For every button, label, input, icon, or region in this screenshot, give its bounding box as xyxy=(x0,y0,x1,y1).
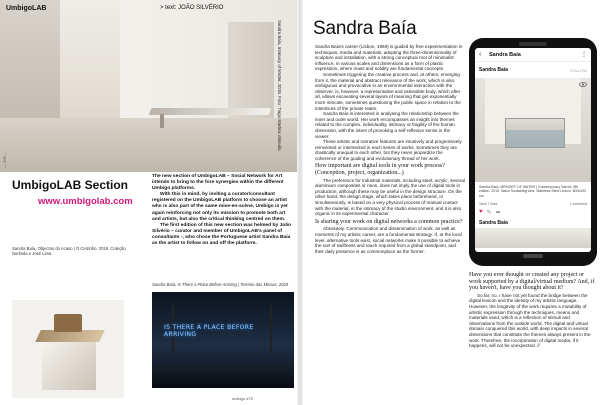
section-url-link[interactable]: www.umbigolab.com xyxy=(38,196,133,207)
left-side-page-number: — 206 — xyxy=(2,151,7,168)
sculpture-bench xyxy=(149,108,272,115)
likes-count[interactable]: View 7 likes xyxy=(479,201,498,206)
profile-name[interactable]: Sandra Baía xyxy=(479,67,508,73)
app-topbar xyxy=(475,48,591,62)
article-title: Sandra Baía xyxy=(313,18,417,39)
body-paragraph: Sandra Baía is interested in analysing the relationship between the inner and outer world. Her work encompasses an insight into themes related to the complex, individuality, intimacy or fragility of the human dimension, with the intent of provoking a self-reflexive sense in the viewer. xyxy=(315,111,459,139)
next-post-image[interactable] xyxy=(475,228,591,248)
right-page xyxy=(303,0,600,405)
night-ground xyxy=(152,362,294,388)
hero-caption: Sandra Baía, Intimacy of Matter, 2018. Foto: Tiago Martins Almeida xyxy=(277,20,282,151)
eye-icon xyxy=(579,82,587,87)
gallery-window xyxy=(0,0,60,118)
interview-question: Have you ever thought or created any project or work supported by a digital/virtual medium? And, if you haven't, have you thought about it? xyxy=(469,272,595,292)
photo-credit: Sandra Baía, Objectos do Acaso | O Cerrinho, 2019. Coleção Norlinda e José Lima xyxy=(12,246,126,257)
home-button xyxy=(523,254,543,258)
app-profile-row xyxy=(475,62,591,78)
post-actions xyxy=(475,207,591,218)
body-paragraph: Sometimes triggering the creative process and, at others, emerging from it, the material and abstract relevance of the work, which is also ambiguous and provocative in an environmental interaction with the observer, is, however, a representative and ostensible body, which after all, allows excavating several layers of meaning that get exponentially more intricate, sometimes questioning the public space in relation to the interstices of the private realm. xyxy=(315,71,461,111)
interview-question: Is sharing your work on digital networks a common practice? xyxy=(315,218,463,225)
smartphone-mockup xyxy=(469,38,597,266)
plinth xyxy=(42,338,96,390)
interview-answer: The preference for industrial materials, including steel, acrylic, several aluminium composites or neon, does not imply the use of digital tools in production, although these may be useful in the design structure. On the other hand, the design stage, which takes place beforehand, or simultaneously, is based on a very physical process of manual contact with the material, in the intimacy of the studio environment, and it is also organic in its experimental character. xyxy=(315,177,465,217)
text-credit: > text: JOÃO SILVÉRIO xyxy=(160,5,224,11)
interview-question: How important are digital tools in your work process? (Conception, project, organization...) xyxy=(315,163,445,177)
sculpture-bench-leg xyxy=(160,114,164,128)
phone-notch xyxy=(519,42,547,46)
post-image-water xyxy=(506,130,564,147)
next-post-name[interactable]: Sandra Baía xyxy=(479,219,508,226)
post-image[interactable] xyxy=(475,78,591,182)
next-post-profile xyxy=(475,218,591,228)
night-photo-caption: Sandra Baía, Is There a Place Before Arriving | Terreiro das Missas, 2019 xyxy=(152,282,289,287)
comment-icon[interactable]: ✎ xyxy=(486,209,492,216)
hero-gallery-photo xyxy=(0,0,300,172)
intro-text xyxy=(152,174,292,247)
post-caption: Sandra Baía, MEMORY OF WATER | Contemporary Salvini, 5th edition, 2015, Nalco Sustaining Arts, Stainless Steel Lisbon, 600x400 cm xyxy=(479,185,587,198)
neon-sign-text: IS THERE A PLACE BEFORE ARRIVING xyxy=(164,324,254,338)
sculpture-object xyxy=(54,314,82,332)
phone-screen xyxy=(475,48,591,252)
app-title: Sandra Baía xyxy=(489,51,521,58)
interview-answer: So far, no. I have not yet found the bridge between the digital lexicon and the identity of my artistic language. However, the longevity of the work requires a mutability of artistic expression through the techniques, means and materials used, which is a reflection of stimuli and observations from the outside world. The digital and virtual domain conquered this world, with deep impacts in several dimensions that constitute the themes always present in the work. Therefore, the incorporation of digital media, if it happens, will not be unexpected. // xyxy=(469,292,591,349)
intro-paragraph: The new section of UmbigoLAB – Social Network for Art intends to bring to the fore synergies within the different Umbigo platforms. xyxy=(152,174,284,192)
intro-paragraph: With this in mind, by inviting a curator/consultant registered on the UmbigoLAB platform to choose an artist who is also part of the same mise-en-scène, Umbigo is yet again reinforcing not only its mission to promote both art and artists, but also the critical thinking centred on them. xyxy=(152,192,288,222)
follow-button[interactable]: FOLLOW xyxy=(570,67,587,73)
interview-answer: Absolutely. Communication and dissemination of work, as well as moments of my artistic career, are a fundamental strategy. If, at the local level, alternative tools exist, social networks make it possible to achieve the sort of swiftness and reach required from a global standpoint, and their daily presence is as commonplace as the former. xyxy=(315,226,462,254)
more-options-icon[interactable]: ⋮ xyxy=(581,52,587,58)
article-body-right xyxy=(469,272,595,349)
intro-paragraph: The first edition of this new section was helmed by João Silvério – curator and member of UmbigoLAB's panel of consultants -, who chose the Portuguese artist Sandra Baía as the artist to follow on and off the platform. xyxy=(152,222,291,247)
body-paragraph: Sandra Baía's career (Lisbon, 1968) is guided by free experimentation in techniques, media and materials, adopting the three-dimensionality of sculpture and installation, with a strong conceptual root of minimalist influence, in various scales and dimensions as a form of plastic expression, where mass and solidity are fundamental concepts. xyxy=(315,44,463,72)
sculpture-photo xyxy=(12,300,124,398)
neon-night-photo xyxy=(152,292,294,388)
folio: umbigo #70 xyxy=(232,396,253,401)
gallery-pillar xyxy=(228,22,274,118)
gallery-floor xyxy=(0,118,300,172)
brand-logo: UmbigoLAB xyxy=(6,5,47,12)
article-body xyxy=(315,44,465,254)
comments-count[interactable]: 1 comment xyxy=(569,201,587,206)
share-icon[interactable]: ➦ xyxy=(495,209,501,216)
heart-icon[interactable]: ♥ xyxy=(479,209,483,216)
section-title: UmbigoLAB Section xyxy=(12,178,128,192)
body-paragraph: These artistic and narrative features are intuitively and progressively reinvented or intersected in each series of works. Sometimes they are drastically unequal to each other, but they never jeopardize the coherence of the guiding and evolutionary thread of her work. xyxy=(315,139,462,161)
back-arrow-icon[interactable]: ‹ xyxy=(479,51,482,58)
